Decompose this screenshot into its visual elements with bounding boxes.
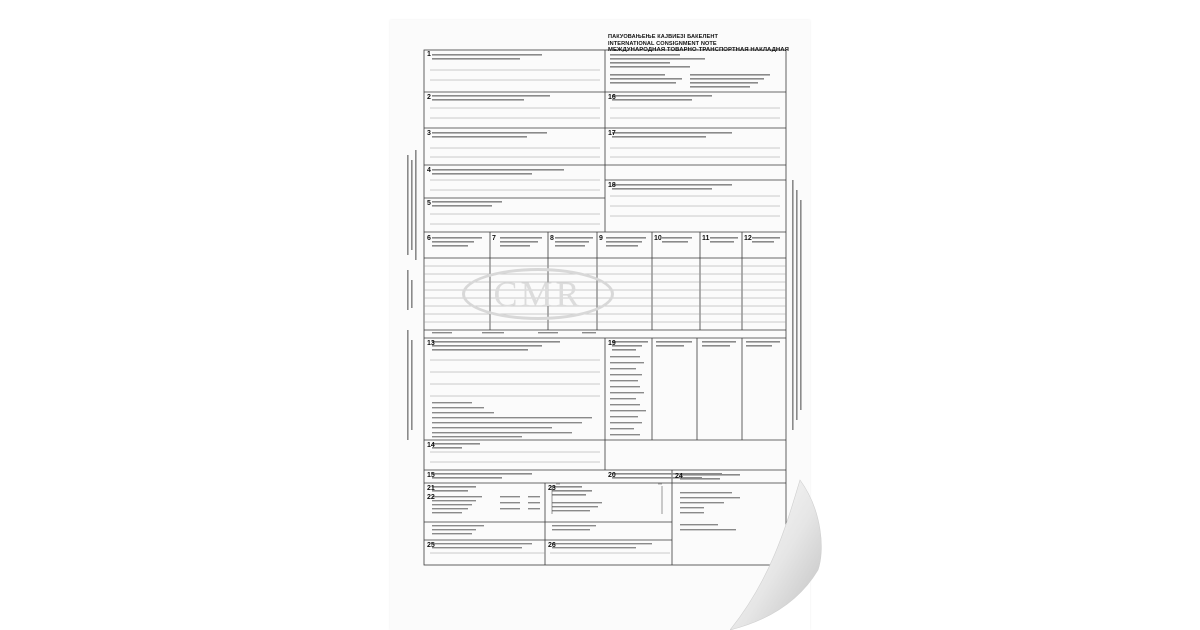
- form-title-line: INTERNATIONAL CONSIGNMENT NOTE: [608, 40, 717, 47]
- cmr-watermark-text: CMR: [493, 274, 583, 314]
- box-number: 19: [608, 340, 616, 347]
- box-number: 16: [608, 94, 616, 101]
- box-number: 21: [427, 485, 435, 492]
- box-number: 1: [427, 51, 431, 58]
- box-number: 22: [427, 494, 435, 501]
- box-number: 10: [654, 235, 662, 242]
- box-number: 12: [744, 235, 752, 242]
- box-number: 5: [427, 200, 431, 207]
- box-number: 8: [550, 235, 554, 242]
- box-number: 3: [427, 130, 431, 137]
- box-number: 23: [548, 485, 556, 492]
- form-title-line: ПАКУОВАЊЕЊЕ КАЈВИЕЗІ БАКЕЛЕНТ: [608, 34, 718, 40]
- cmr-watermark: [462, 268, 614, 320]
- box-number: 14: [427, 442, 435, 449]
- box-number: 13: [427, 340, 435, 347]
- box-number: 2: [427, 94, 431, 101]
- box-number: 20: [608, 472, 616, 479]
- page-curl-icon: [730, 470, 830, 630]
- box-number: 26: [548, 542, 556, 549]
- box-number: 6: [427, 235, 431, 242]
- box-number: 24: [675, 473, 683, 480]
- box-number: 9: [599, 235, 603, 242]
- box-number: 4: [427, 167, 431, 174]
- box-number: 17: [608, 130, 616, 137]
- box-number: 25: [427, 542, 435, 549]
- box-number: 18: [608, 182, 616, 189]
- form-title-block: [608, 34, 808, 54]
- box-number: 7: [492, 235, 496, 242]
- box-number: 15: [427, 472, 435, 479]
- form-title-line: МЕЖДУНАРОДНАЯ ТОВАРНО-ТРАНСПОРТНАЯ НАКЛАДНАЯ: [608, 47, 789, 54]
- box-number: 11: [702, 235, 710, 242]
